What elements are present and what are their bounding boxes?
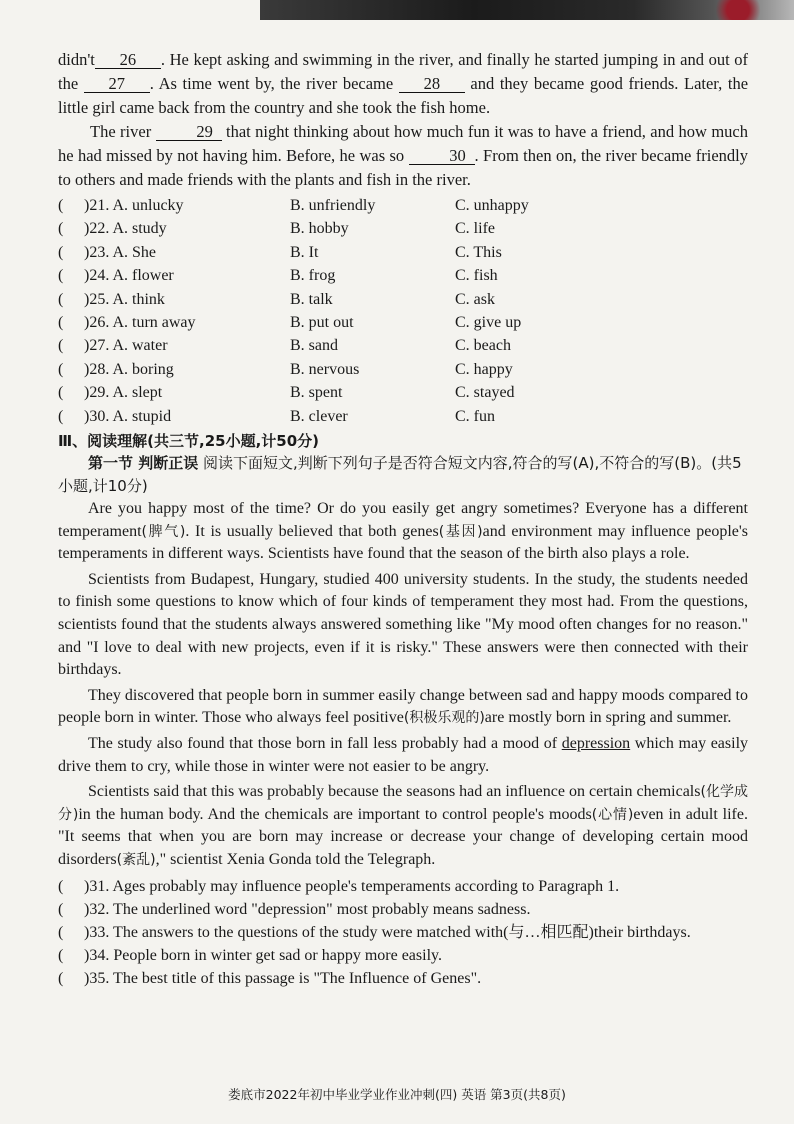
question-list xyxy=(58,875,748,990)
exam-page xyxy=(58,48,748,990)
option-b: B. put out xyxy=(290,314,354,332)
answer-paren[interactable]: ( xyxy=(58,946,64,964)
answer-paren[interactable]: ( xyxy=(58,969,64,987)
answer-paren[interactable]: ( xyxy=(58,220,64,238)
option-a: )27. A. water xyxy=(84,337,168,355)
option-row-29 xyxy=(58,381,748,404)
cloze-passage xyxy=(58,48,748,192)
option-b: B. unfriendly xyxy=(290,197,376,214)
option-row-27 xyxy=(58,334,748,357)
option-b: B. sand xyxy=(290,337,338,355)
options-list xyxy=(58,194,748,428)
answer-paren[interactable]: ( xyxy=(58,877,64,895)
option-b: B. spent xyxy=(290,384,343,402)
option-c: C. stayed xyxy=(455,384,515,402)
option-a: )26. A. turn away xyxy=(84,314,196,332)
option-row-21 xyxy=(58,194,748,217)
question-31: ( )31. Ages probably may influence people's temperaments according to Paragraph 1. xyxy=(58,875,748,898)
passage-paragraph-5: Scientists said that this was probably because the seasons had an influence on certain chemicals(化学成分)in the human body. And the chemicals are important to control people's moods(心情)even in adult life. "It seems that when you are born may increase or decrease your change of developing certain mood disorders(紊乱)," scientist Xenia Gonda told the Telegraph. xyxy=(58,783,748,868)
option-c: C. fun xyxy=(455,407,495,425)
option-c: C. life xyxy=(455,220,495,238)
blank-29: 29 xyxy=(156,123,222,141)
answer-paren[interactable]: ( xyxy=(58,290,64,308)
answer-paren[interactable]: ( xyxy=(58,360,64,378)
answer-paren[interactable]: ( xyxy=(58,384,64,402)
option-row-22 xyxy=(58,217,748,240)
answer-paren[interactable]: ( xyxy=(58,197,64,214)
question-35: ( )35. The best title of this passage is "The Influence of Genes". xyxy=(58,967,748,990)
option-a: )24. A. flower xyxy=(84,267,174,285)
option-c: C. ask xyxy=(455,290,495,308)
option-row-24 xyxy=(58,264,748,287)
option-b: B. frog xyxy=(290,267,336,285)
photo-edge-band xyxy=(260,0,794,20)
cloze-paragraph-1: didn't 26 . He kept asking and swimming in the river, and finally he started jumping in and out of the 27 . As time went by, the river became 28 and they became good friends. Later, the little girl came back from the country and she took the fish home. xyxy=(58,50,749,117)
option-a: )22. A. study xyxy=(84,220,167,238)
option-a: )28. A. boring xyxy=(84,360,174,378)
option-row-25 xyxy=(58,288,748,311)
option-c: C. beach xyxy=(455,337,511,355)
option-a: )25. A. think xyxy=(84,290,165,308)
question-32: ( )32. The underlined word "depression" most probably means sadness. xyxy=(58,898,748,921)
blank-28: 28 xyxy=(399,75,465,93)
option-b: B. It xyxy=(290,243,319,261)
answer-paren[interactable]: ( xyxy=(58,923,64,941)
option-c: C. This xyxy=(455,243,502,261)
option-row-26 xyxy=(58,311,748,334)
option-c: C. happy xyxy=(455,360,513,378)
option-a: )29. A. slept xyxy=(84,384,163,402)
answer-paren[interactable]: ( xyxy=(58,267,64,285)
option-b: B. talk xyxy=(290,290,333,308)
option-b: B. nervous xyxy=(290,360,360,378)
page-footer: 娄底市2022年初中毕业学业作业冲刺(四) 英语 第3页(共8页) xyxy=(228,1087,566,1102)
passage-paragraph-1: Are you happy most of the time? Or do you easily get angry sometimes? Everyone has a different temperament(脾气). It is usually believed that both genes(基因)and environment may influence people's temperaments in different ways. Scientists have found that the season of the birth also plays a role. xyxy=(58,500,748,563)
underlined-word: depression xyxy=(561,735,631,752)
question-33: ( )33. The answers to the questions of the study were matched with(与…相匹配)their birthdays. xyxy=(58,921,748,944)
option-row-30 xyxy=(58,405,748,428)
option-c: C. fish xyxy=(455,267,498,285)
option-a: )21. A. unlucky xyxy=(84,197,184,214)
answer-paren[interactable]: ( xyxy=(58,243,64,261)
answer-paren[interactable]: ( xyxy=(58,900,64,918)
answer-paren[interactable]: ( xyxy=(58,407,64,425)
section-heading: Ⅲ、阅读理解(共三节,25小题,计50分) xyxy=(58,432,320,451)
section-instruction: 第一节 判断正误 阅读下面短文,判断下列句子是否符合短文内容,符合的写(A),不符合的写(B)。(共5小题,计10分) xyxy=(58,454,742,496)
blank-26: 26 xyxy=(95,51,161,69)
passage-paragraph-4: The study also found that those born in fall less probably had a mood of depression which may easily drive them to cry, while those in winter were not easier to be angry. xyxy=(58,735,749,775)
passage-paragraph-2: Scientists from Budapest, Hungary, studied 400 university students. In the study, the students needed to finish some questions to know which of four kinds of temperament they most had. From the questions, scientists found that the students always answered something like "My mood often changes for no reason." and "I love to deal with new projects, even if it is risky." These answers were then connected with their birthdays. xyxy=(58,570,748,679)
option-row-28 xyxy=(58,358,748,381)
cloze-paragraph-2: The river 29 that night thinking about how much fun it was to have a friend, and how much he had missed by not having him. Before, he was so 30 . From then on, the river became friendly to others and made friends with the plants and fish in the river. xyxy=(58,122,748,189)
reading-passage xyxy=(58,498,748,872)
passage-paragraph-3: They discovered that people born in summer easily change between sad and happy moods compared to people born in winter. Those who always feel positive(积极乐观的)are mostly born in spring and summer. xyxy=(58,686,748,727)
answer-paren[interactable]: ( xyxy=(58,337,64,355)
option-row-23 xyxy=(58,241,748,264)
subsection-title: 第一节 判断正误 xyxy=(88,454,199,473)
option-b: B. clever xyxy=(290,407,348,425)
question-34: ( )34. People born in winter get sad or happy more easily. xyxy=(58,944,748,967)
blank-27: 27 xyxy=(84,75,150,93)
blank-30: 30 xyxy=(409,147,475,165)
option-a: )30. A. stupid xyxy=(84,407,172,425)
answer-paren[interactable]: ( xyxy=(58,314,64,332)
option-c: C. give up xyxy=(455,314,522,332)
option-c: C. unhappy xyxy=(455,197,529,214)
option-b: B. hobby xyxy=(290,220,349,238)
option-a: )23. A. She xyxy=(84,243,156,261)
